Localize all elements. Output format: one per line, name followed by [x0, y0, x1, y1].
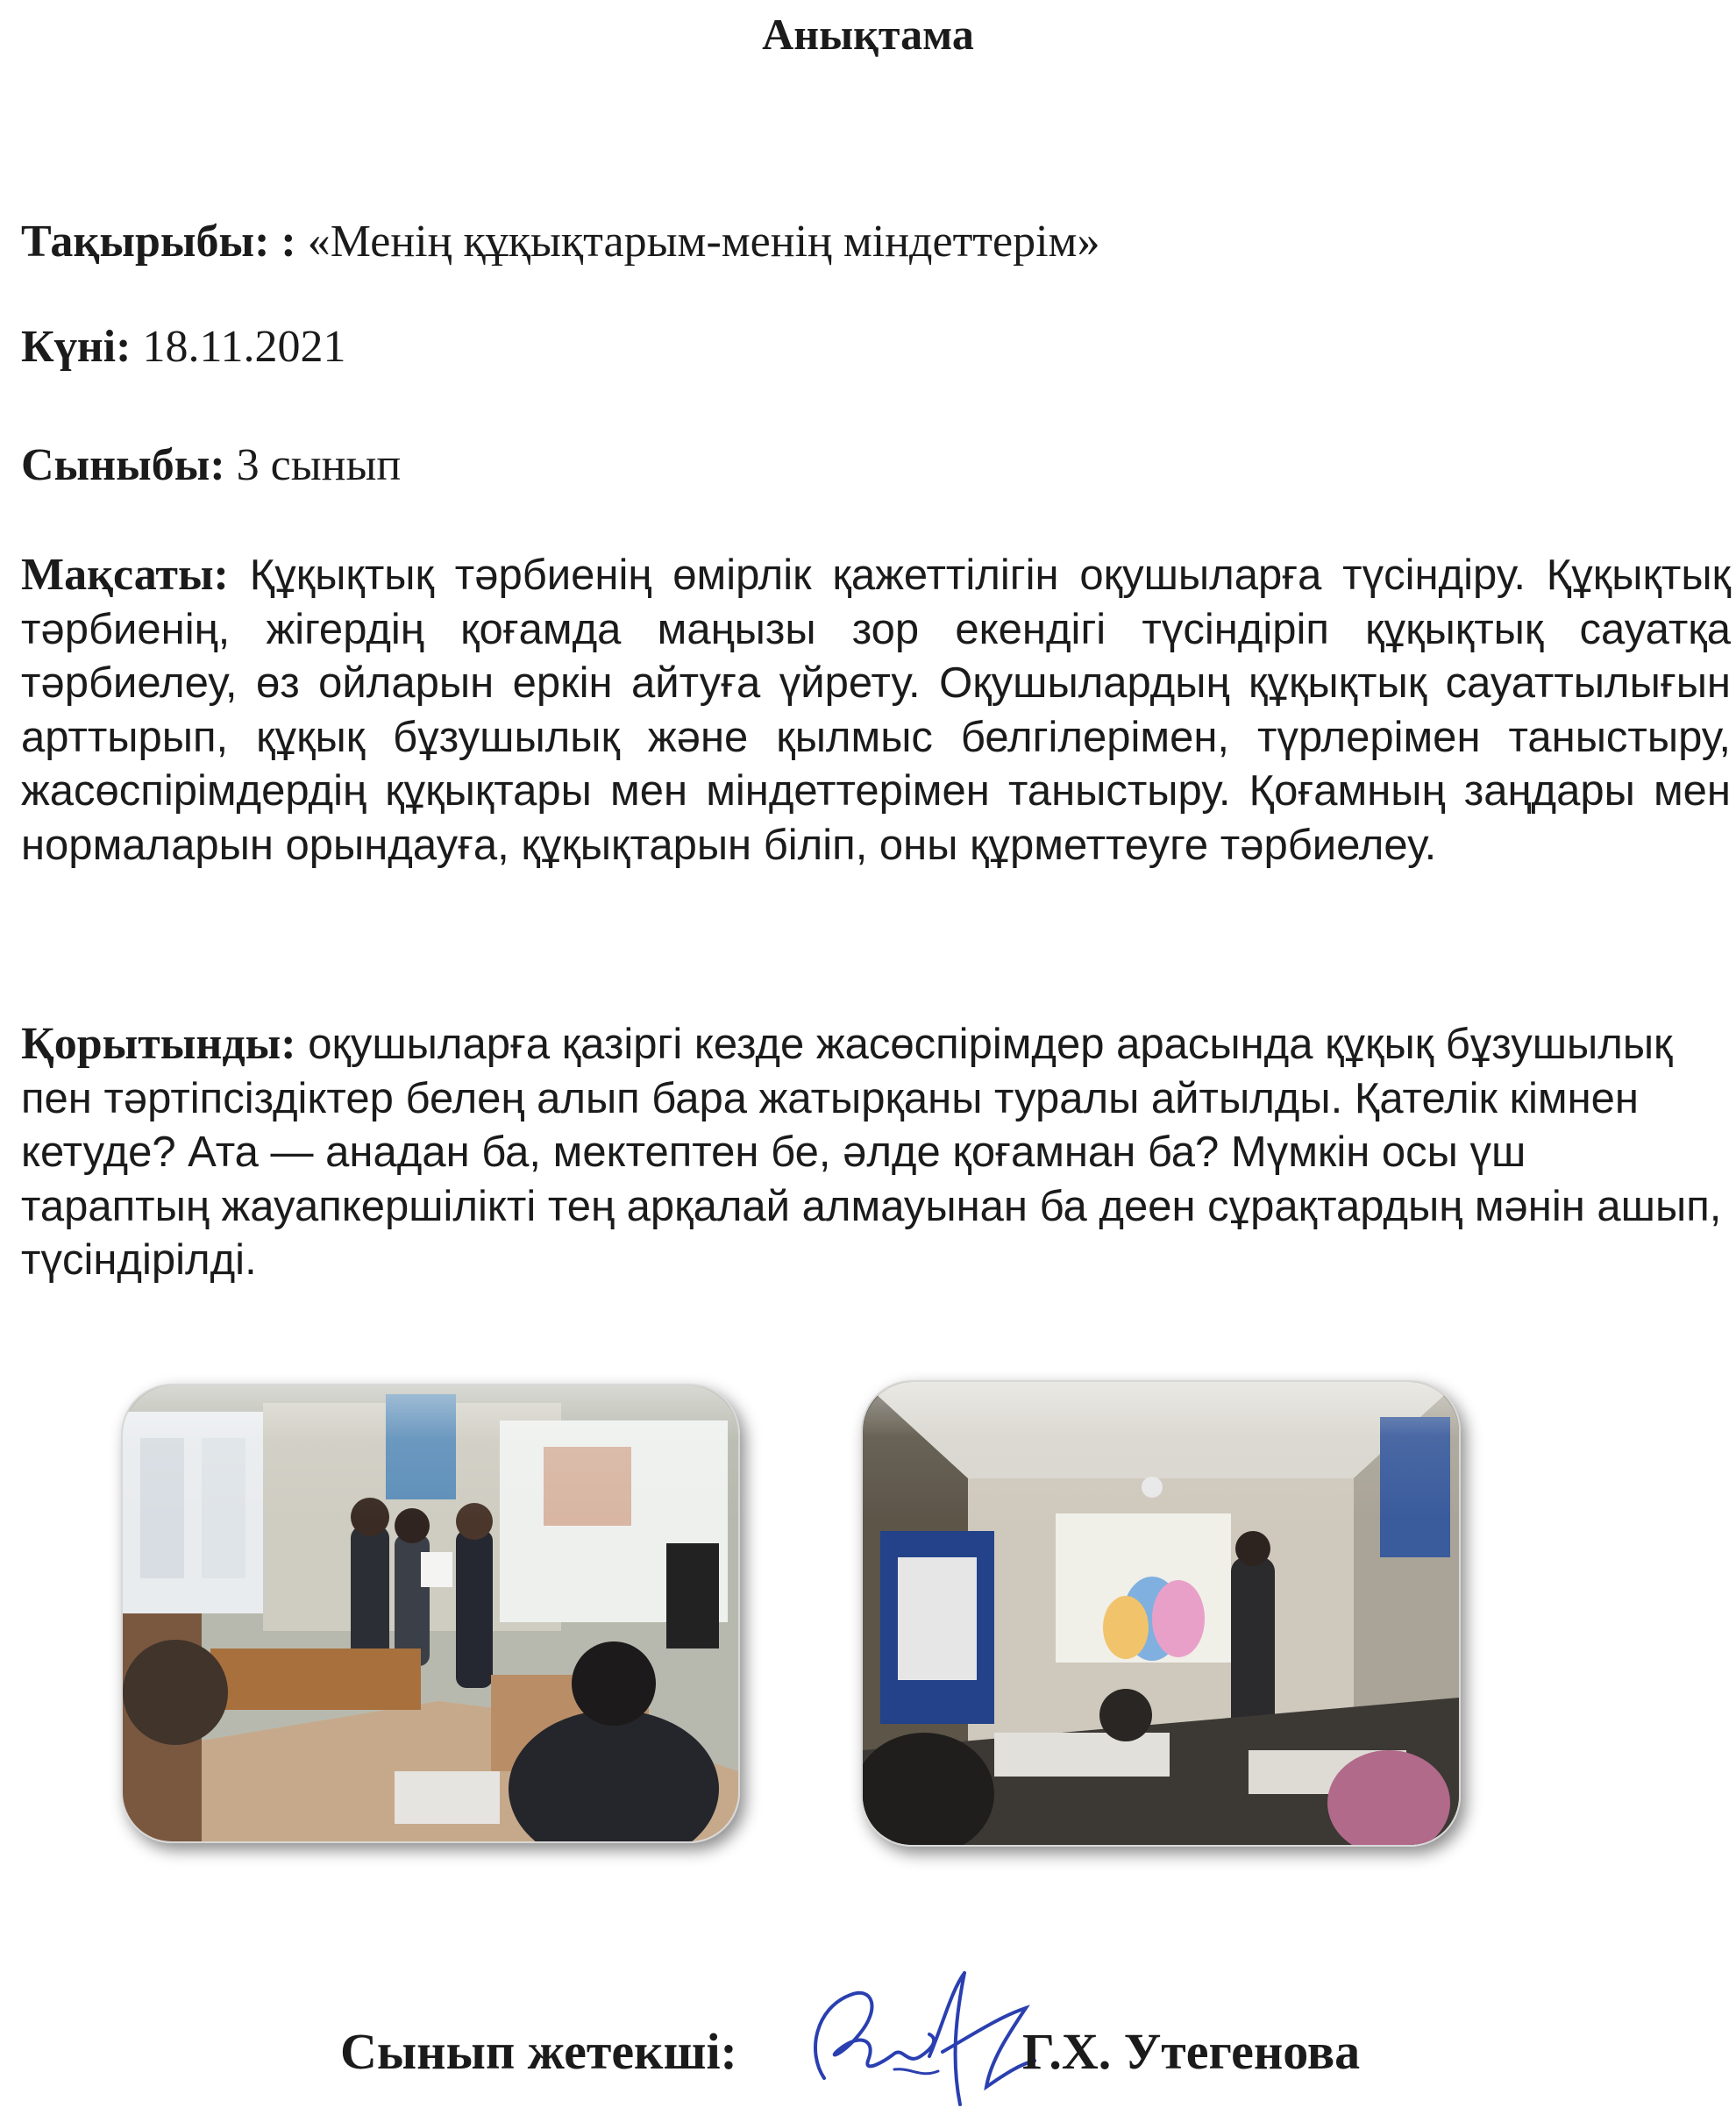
date-value: 18.11.2021: [142, 322, 346, 372]
classroom-photo-1-image: [123, 1385, 738, 1841]
class-value: 3 сынып: [236, 440, 402, 490]
date-row: [21, 320, 346, 374]
topic-value: «Менің құқықтарым-менің міндеттерім»: [307, 217, 1100, 267]
signature-row: [0, 2008, 1736, 2096]
topic-label: Тақырыбы: :: [21, 217, 296, 267]
classroom-photo-students-presenting: [121, 1384, 740, 1843]
document-title: Анықтама: [762, 10, 974, 59]
signature-label: Сынып жетекші:: [340, 2023, 737, 2080]
classroom-photo-teacher-at-board: [861, 1380, 1461, 1847]
class-label: Сыныбы:: [21, 440, 225, 490]
goal-paragraph: [21, 548, 1731, 872]
classroom-photo-2-image: [863, 1382, 1459, 1845]
goal-text: Құқықтық тәрбиенің өмірлік қажеттілігін оқушыларға түсіндіру. Құқықтық тәрбиенің, жігердің қоғамда маңызы зор екендігі түсіндіріп құқықтық сауатқа тәрбиелеу, өз ойларын еркін айтуға үйрету. Оқушылардың құқықтық сауаттылығын арттырып, құқық бұзушылық және қылмыс белгілерімен, түрлерімен таныстыру, жасөспірімдердің құқықтары мен міндеттерімен таныстыру. Қоғамның заңдары мен нормаларын орындауға, құқықтарын біліп, оны құрметтеуге тәрбиелеу.: [21, 552, 1731, 869]
goal-label: Мақсаты:: [21, 550, 229, 600]
conclusion-text: оқушыларға қазіргі кезде жасөспірімдер арасында құқық бұзушылық пен тәртіпсіздіктер белең алып бара жатырқаны туралы айтылды. Қателік кімнен кетуде? Ата — анадан ба, мектептен бе, әлде қоғамнан ба? Мүмкін осы үш тараптың жауапкершілікті тең арқалай алмауынан ба деен сұрақтардың мәнін ашып, түсіндірілді.: [21, 1021, 1722, 1284]
conclusion-label: Қорытынды:: [21, 1019, 296, 1069]
signature-name: Г.Х. Утегенова: [1022, 2023, 1361, 2080]
topic-row: [21, 215, 1099, 269]
conclusion-paragraph: [21, 1017, 1722, 1288]
class-row: [21, 438, 401, 493]
date-label: Күні:: [21, 322, 132, 372]
